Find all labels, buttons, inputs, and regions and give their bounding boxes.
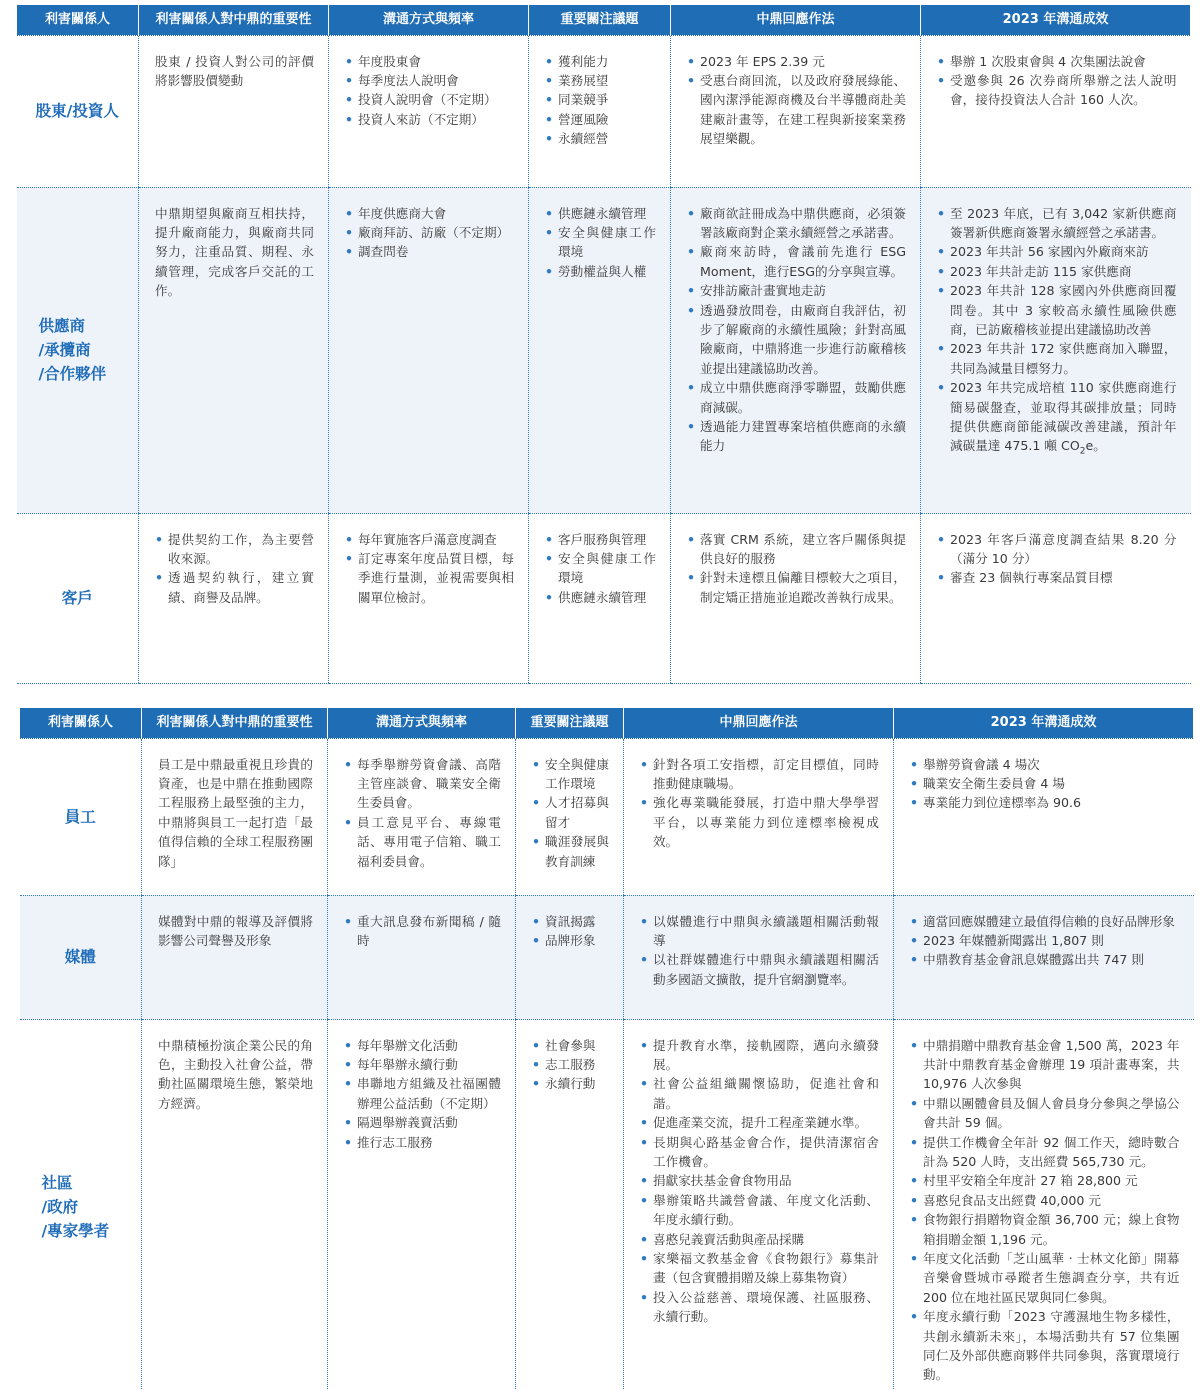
list-item: • 志工服務 [532, 1055, 609, 1074]
list-item: • 受惠台商回流，以及政府發展綠能、國內潔淨能源商機及台半導體商赴美建廠計畫等，在建工程與新接案業務展望樂觀。 [687, 71, 906, 149]
stakeholder-table-2 [19, 708, 1194, 1389]
results-cell [921, 513, 1191, 683]
list-item: • 年度股東會 [345, 52, 514, 71]
list-item: • 推行志工服務 [344, 1133, 501, 1152]
importance-cell [139, 513, 329, 683]
list-item: • 職業安全衛生委員會 4 場 [910, 774, 1180, 793]
header-importance: 利害關係人對中鼎的重要性 [142, 708, 328, 738]
list-item: • 隔週舉辦義賣活動 [344, 1113, 501, 1132]
list-item: • 每年舉辦永續行動 [344, 1055, 501, 1074]
header-stakeholder: 利害關係人 [20, 708, 142, 738]
list-item: • 廠商欲註冊成為中鼎供應商，必須簽署該廠商對企業永續經營之承諾書。 [687, 204, 906, 243]
issues-cell [529, 187, 671, 513]
list-item: • 勞動權益與人權 [545, 262, 656, 281]
channels-cell [329, 513, 529, 683]
list-item: • 強化專業職能發展，打造中鼎大學學習平台，以專業能力到位達標率檢視成效。 [640, 793, 879, 851]
responses-cell [671, 187, 921, 513]
table-row [17, 513, 1191, 683]
list-item: • 舉辦勞資會議 4 場次 [910, 755, 1180, 774]
importance-cell: 媒體對中鼎的報導及評價將影響公司聲譽及形象 [142, 895, 328, 1019]
stakeholder-label: 股東/投資人 [17, 35, 139, 187]
header-channels: 溝通方式與頻率 [329, 5, 529, 35]
list-item: • 供應鏈永續管理 [545, 204, 656, 223]
list-item: • 透過能力建置專案培植供應商的永續能力 [687, 417, 906, 456]
responses-cell [671, 35, 921, 187]
list-item: • 透過契約執行，建立實績、商譽及品牌。 [155, 568, 314, 607]
list-item: • 中鼎捐贈中鼎教育基金會 1,500 萬，2023 年共計中鼎教育基金會辦理 19 項計畫專案，共 10,976 人次參與 [910, 1036, 1180, 1094]
list-item: • 每季舉辦勞資會議、高階主管座談會、職業安全衛生委員會。 [344, 755, 501, 813]
list-item: • 年度供應商大會 [345, 204, 514, 223]
stakeholder-label-line: 社區 [41, 1174, 73, 1193]
channels-cell [329, 187, 529, 513]
list-item: • 提供契約工作，為主要營收來源。 [155, 530, 314, 569]
list-item: • 提供工作機會全年計 92 個工作天，總時數合計為 520 人時，支出經費 565,730 元。 [910, 1133, 1180, 1172]
list-item: • 永續經營 [545, 129, 656, 148]
table-header-row [17, 5, 1191, 35]
list-item: • 家樂福文教基金會《食物銀行》募集計畫（包含實體捐贈及線上募集物資） [640, 1249, 879, 1288]
list-item: • 2023 年共計 172 家供應商加入聯盟，共同為減量目標努力。 [937, 339, 1177, 378]
list-item: • 舉辦 1 次股東會與 4 次集團法說會 [937, 52, 1177, 71]
list-item: • 落實 CRM 系統，建立客戶關係與提供良好的服務 [687, 530, 906, 569]
table-header-row [20, 708, 1194, 738]
list-item: • 每季度法人說明會 [345, 71, 514, 90]
list-item: • 2023 年共計 56 家國內外廠商來訪 [937, 242, 1177, 261]
list-item: • 營運風險 [545, 110, 656, 129]
list-item: • 食物銀行捐贈物資金額 36,700 元；線上食物箱捐贈金額 1,196 元。 [910, 1210, 1180, 1249]
list-item: • 2023 年 EPS 2.39 元 [687, 52, 906, 71]
issues-cell [516, 1019, 624, 1389]
list-item: • 獲利能力 [545, 52, 656, 71]
importance-cell: 股東 / 投資人對公司的評價將影響股價變動 [139, 35, 329, 187]
list-item: • 村里平安箱全年度計 27 箱 28,800 元 [910, 1171, 1180, 1190]
list-item: • 成立中鼎供應商淨零聯盟，鼓勵供應商減碳。 [687, 378, 906, 417]
results-cell [921, 35, 1191, 187]
list-item: • 安全與健康工作環境 [532, 755, 609, 794]
stakeholder-table-1 [16, 5, 1191, 684]
list-item: • 年度永續行動「2023 守護濕地生物多樣性，共創永續新未來」，本場活動共有 57 位集團同仁及外部供應商夥伴共同參與，落實環境行動。 [910, 1307, 1180, 1385]
co2-subscript: 2 [1079, 446, 1086, 457]
list-item: • 社會參與 [532, 1036, 609, 1055]
issues-cell [529, 513, 671, 683]
header-responses: 中鼎回應作法 [671, 5, 921, 35]
table-row [20, 738, 1194, 895]
list-item: • 年度文化活動「芝山風華 ‧ 士林文化節」開幕音樂會暨城市尋蹤者生態調查分享，共有近 200 位在地社區民眾與同仁參與。 [910, 1249, 1180, 1307]
list-item: • 受邀參與 26 次券商所舉辦之法人說明會，接待投資法人合計 160 人次。 [937, 71, 1177, 110]
list-item: • 喜憨兒食品支出經費 40,000 元 [910, 1191, 1180, 1210]
list-item: • 針對未達標且偏離目標較大之項目，制定矯正措施並追蹤改善執行成果。 [687, 568, 906, 607]
list-item: • 投入公益慈善、環境保護、社區服務、永續行動。 [640, 1288, 879, 1327]
list-item: • 針對各項工安指標，訂定目標值，同時推動健康職場。 [640, 755, 879, 794]
list-item: • 促進產業交流，提升工程產業鏈水準。 [640, 1113, 879, 1132]
channels-cell [328, 895, 516, 1019]
list-item: • 安全與健康工作環境 [545, 223, 656, 262]
stakeholder-label [17, 187, 139, 513]
header-issues: 重要關注議題 [529, 5, 671, 35]
list-item: • 透過發放問卷，由廠商自我評估，初步了解廠商的永續性風險；針對高風險廠商，中鼎將進一步進行訪廠稽核並提出建議協助改善。 [687, 301, 906, 379]
stakeholder-label: 員工 [20, 738, 142, 895]
stakeholder-label: 媒體 [20, 895, 142, 1019]
channels-cell [328, 1019, 516, 1389]
list-item: • 訂定專案年度品質目標，每季進行量測，並視需要與相關單位檢討。 [345, 549, 514, 607]
issues-cell [516, 738, 624, 895]
list-item: • 喜憨兒義賣活動與產品採購 [640, 1230, 879, 1249]
list-item: • 廠商來訪時，會議前先進行 ESG Moment，進行ESG的分享與宣導。 [687, 242, 906, 281]
list-item: • 社會公益組織關懷協助，促進社會和諧。 [640, 1074, 879, 1113]
stakeholder-label-line: /承攬商 [38, 341, 91, 359]
result-text-tail: e。 [1085, 438, 1106, 454]
list-item: • 以社群媒體進行中鼎與永續議題相關活動多國語文擴散，提升官網瀏覽率。 [640, 950, 879, 989]
results-cell [894, 895, 1194, 1019]
list-item: • 投資人來訪（不定期） [345, 110, 514, 129]
list-item: • 同業競爭 [545, 90, 656, 109]
list-item: • 調查問卷 [345, 242, 514, 261]
list-item: • 中鼎教育基金會訊息媒體露出共 747 則 [910, 950, 1180, 969]
result-text: 2023 年共完成培植 110 家供應商進行簡易碳盤查，並取得其碳排放量；同時提供供應商節能減碳改善建議，預計年減碳量達 475.1 噸 CO [950, 380, 1177, 454]
list-item: • 資訊揭露 [532, 912, 609, 931]
results-cell [921, 187, 1191, 513]
stakeholder-label-line: /政府 [41, 1198, 79, 1217]
list-item: • 至 2023 年底，已有 3,042 家新供應商簽署新供應商簽署永續經營之承諾書。 [937, 204, 1177, 243]
issues-cell [516, 895, 624, 1019]
header-stakeholder: 利害關係人 [17, 5, 139, 35]
stakeholder-label-line: /專家學者 [41, 1222, 110, 1241]
list-item: • 每年舉辦文化活動 [344, 1036, 501, 1055]
list-item: • 投資人說明會（不定期） [345, 90, 514, 109]
table-row [17, 187, 1191, 513]
issues-cell [529, 35, 671, 187]
list-item: • 2023 年共計 128 家國內外供應商回覆問卷。其中 3 家較高永續性風險供應商，已訪廠稽核並提出建議協助改善 [937, 281, 1177, 339]
list-item: • 以媒體進行中鼎與永續議題相關活動報導 [640, 912, 879, 951]
list-item: • 長期與心路基金會合作，提供清潔宿舍工作機會。 [640, 1133, 879, 1172]
list-item: • 廠商拜訪、訪廠（不定期） [345, 223, 514, 242]
list-item: • 員工意見平台、專線電話、專用電子信箱、職工福利委員會。 [344, 813, 501, 871]
list-item: • 提升教育水準，接軌國際，邁向永續發展。 [640, 1036, 879, 1075]
table-row [20, 895, 1194, 1019]
list-item: • 每年實施客戶滿意度調查 [345, 530, 514, 549]
header-results: 2023 年溝通成效 [921, 5, 1191, 35]
importance-cell: 中鼎期望與廠商互相扶持，提升廠商能力，與廠商共同努力，注重品質、期程、永續管理，完成客戶交託的工作。 [139, 187, 329, 513]
responses-cell [671, 513, 921, 683]
importance-cell: 員工是中鼎最重視且珍貴的資產，也是中鼎在推動國際工程服務上最堅強的主力，中鼎將與員工一起打造「最值得信賴的全球工程服務團隊」 [142, 738, 328, 895]
list-item: • 專業能力到位達標率為 90.6 [910, 793, 1180, 812]
list-item: • 2023 年客戶滿意度調查結果 8.20 分（滿分 10 分） [937, 530, 1177, 569]
channels-cell [329, 35, 529, 187]
list-item: • 2023 年共計走訪 115 家供應商 [937, 262, 1177, 281]
list-item: • 品牌形象 [532, 931, 609, 950]
header-issues: 重要關注議題 [516, 708, 624, 738]
table-row [17, 35, 1191, 187]
list-item: • 安全與健康工作環境 [545, 549, 656, 588]
header-importance: 利害關係人對中鼎的重要性 [139, 5, 329, 35]
stakeholder-label [20, 1019, 142, 1389]
list-item: • 2023 年媒體新聞露出 1,807 則 [910, 931, 1180, 950]
responses-cell [624, 1019, 894, 1389]
results-cell [894, 1019, 1194, 1389]
responses-cell [624, 895, 894, 1019]
list-item: • 職涯發展與教育訓練 [532, 832, 609, 871]
header-responses: 中鼎回應作法 [624, 708, 894, 738]
list-item: • 捐獻家扶基金會食物用品 [640, 1171, 879, 1190]
list-item: • 審查 23 個執行專案品質目標 [937, 568, 1177, 587]
header-results: 2023 年溝通成效 [894, 708, 1194, 738]
list-item: • 業務展望 [545, 71, 656, 90]
list-item: • 適當回應媒體建立最值得信賴的良好品牌形象 [910, 912, 1180, 931]
list-item: • 重大訊息發布新聞稿 / 隨時 [344, 912, 501, 951]
header-channels: 溝通方式與頻率 [328, 708, 516, 738]
list-item: • 中鼎以團體會員及個人會員身分參與之學協公會共計 59 個。 [910, 1094, 1180, 1133]
responses-cell [624, 738, 894, 895]
list-item: • 客戶服務與管理 [545, 530, 656, 549]
list-item: • 舉辦策略共識營會議、年度文化活動、年度永續行動。 [640, 1191, 879, 1230]
list-item: • 人才招募與留才 [532, 793, 609, 832]
list-item: • 串聯地方組織及社福團體辦理公益活動（不定期） [344, 1074, 501, 1113]
channels-cell [328, 738, 516, 895]
results-cell [894, 738, 1194, 895]
stakeholder-label: 客戶 [17, 513, 139, 683]
list-item: • 安排訪廠計畫實地走訪 [687, 281, 906, 300]
importance-cell: 中鼎積極扮演企業公民的角色，主動投入社會公益，帶動社區關環境生態，繁榮地方經濟。 [142, 1019, 328, 1389]
list-item: • 永續行動 [532, 1074, 609, 1093]
stakeholder-label-line: 供應商 [38, 317, 86, 335]
list-item: • 供應鏈永續管理 [545, 588, 656, 607]
table-row [20, 1019, 1194, 1389]
stakeholder-label-line: /合作夥伴 [38, 365, 107, 383]
list-item [937, 378, 1177, 456]
